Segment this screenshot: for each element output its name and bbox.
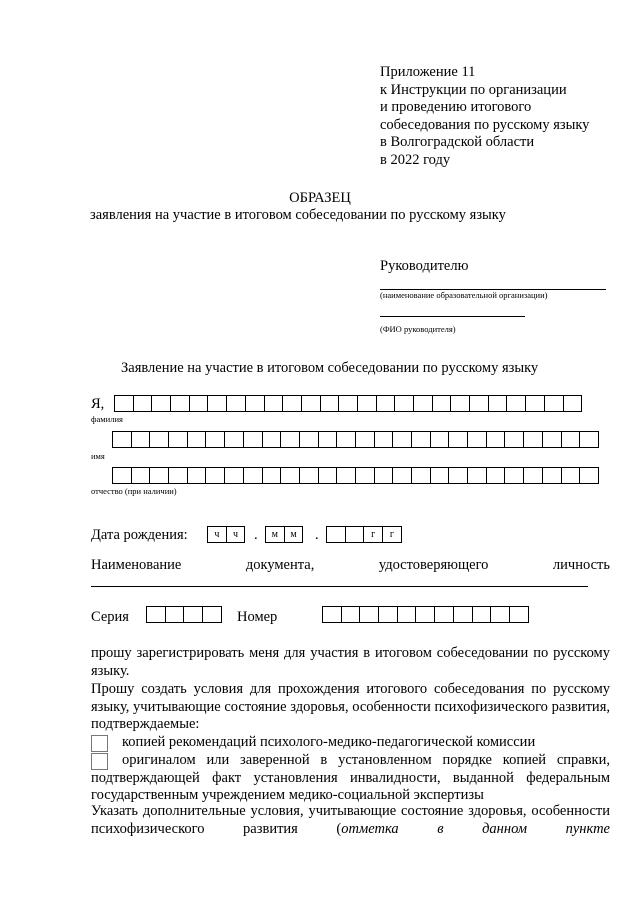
char-cell[interactable] xyxy=(561,467,581,484)
appendix-header xyxy=(380,64,589,170)
header-line: и проведению итогового xyxy=(380,99,532,116)
char-cell[interactable] xyxy=(355,467,375,484)
char-cell[interactable] xyxy=(506,395,526,412)
birth-month-cell[interactable]: м xyxy=(284,526,304,543)
char-cell[interactable] xyxy=(561,431,581,448)
char-cell[interactable] xyxy=(472,606,492,623)
char-cell[interactable] xyxy=(322,606,342,623)
char-cell[interactable] xyxy=(523,431,543,448)
birth-day-boxes[interactable] xyxy=(207,526,245,543)
series-boxes[interactable] xyxy=(146,606,222,623)
char-cell[interactable] xyxy=(467,467,487,484)
char-cell[interactable] xyxy=(486,467,506,484)
char-cell[interactable] xyxy=(432,395,452,412)
char-cell[interactable] xyxy=(299,467,319,484)
char-cell[interactable] xyxy=(359,606,379,623)
option1-checkbox[interactable] xyxy=(91,735,108,752)
char-cell[interactable] xyxy=(504,467,524,484)
char-cell[interactable] xyxy=(448,467,468,484)
extra-conditions-text: Указать дополнительные условия, учитывающие состояние здоровья, особенности психофизического развития ( xyxy=(91,803,610,837)
char-cell[interactable] xyxy=(112,431,132,448)
birth-year-cell[interactable]: г xyxy=(363,526,383,543)
char-cell[interactable] xyxy=(320,395,340,412)
patronymic-caption: отчество (при наличии) xyxy=(91,486,177,496)
char-cell[interactable] xyxy=(112,467,132,484)
char-cell[interactable] xyxy=(341,606,361,623)
char-cell[interactable] xyxy=(434,606,454,623)
header-line: к Инструкции по организации xyxy=(380,81,567,98)
fio-caption: (ФИО руководителя) xyxy=(380,324,456,334)
char-cell[interactable] xyxy=(430,431,450,448)
option2-label: оригиналом или заверенной в установленном порядке копией справки, подтверждающей факт установления инвалидности, выданной федеральным государственным учреждением медико-социальной экспертизы xyxy=(91,752,610,804)
char-cell[interactable] xyxy=(392,467,412,484)
char-cell[interactable] xyxy=(504,431,524,448)
char-cell[interactable] xyxy=(392,431,412,448)
char-cell[interactable] xyxy=(415,606,435,623)
char-cell[interactable] xyxy=(207,395,227,412)
char-cell[interactable] xyxy=(525,395,545,412)
char-cell[interactable] xyxy=(450,395,470,412)
char-cell[interactable] xyxy=(146,606,166,623)
doc-word: документа, xyxy=(245,557,315,573)
conditions-paragraph: Прошу создать условия для прохождения итогового собеседования по русскому языку, учитывающие состояние здоровья, особенности психофизического развития, подтверждаемые: xyxy=(91,681,610,733)
char-cell[interactable] xyxy=(338,395,358,412)
extra-conditions-note: отметка в данном пункте xyxy=(341,820,610,837)
char-cell[interactable] xyxy=(378,606,398,623)
form-title: Заявление на участие в итоговом собеседовании по русскому языку xyxy=(121,360,539,376)
char-cell[interactable] xyxy=(490,606,510,623)
register-paragraph: прошу зарегистрировать меня для участия в итоговом собеседовании по русскому языку. xyxy=(91,645,610,679)
char-cell[interactable] xyxy=(374,431,394,448)
char-cell[interactable] xyxy=(542,431,562,448)
char-cell[interactable] xyxy=(187,467,207,484)
char-cell[interactable] xyxy=(374,467,394,484)
sample-subtitle: заявления на участие в итоговом собеседовании по русскому языку xyxy=(90,207,506,223)
surname-boxes[interactable] xyxy=(114,395,582,412)
series-label: Серия xyxy=(91,609,129,625)
char-cell[interactable] xyxy=(357,395,377,412)
char-cell[interactable] xyxy=(205,431,225,448)
char-cell[interactable] xyxy=(183,606,203,623)
number-label: Номер xyxy=(237,609,278,625)
char-cell[interactable] xyxy=(133,395,153,412)
char-cell[interactable] xyxy=(336,467,356,484)
addressee-label: Руководителю xyxy=(380,258,469,274)
option1-label: копией рекомендаций психолого-медико-педагогической комиссии xyxy=(122,734,536,750)
header-line: Приложение 11 xyxy=(380,64,476,80)
birth-month-boxes[interactable] xyxy=(265,526,303,543)
char-cell[interactable] xyxy=(394,395,414,412)
char-cell[interactable] xyxy=(509,606,529,623)
char-cell[interactable] xyxy=(226,395,246,412)
char-cell[interactable] xyxy=(282,395,302,412)
char-cell[interactable] xyxy=(355,431,375,448)
char-cell[interactable] xyxy=(151,395,171,412)
char-cell[interactable] xyxy=(243,467,263,484)
char-cell[interactable] xyxy=(413,395,433,412)
name-boxes[interactable] xyxy=(112,431,599,448)
char-cell[interactable] xyxy=(114,395,134,412)
birth-day-cell[interactable]: ч xyxy=(226,526,246,543)
char-cell[interactable] xyxy=(430,467,450,484)
char-cell[interactable] xyxy=(579,467,599,484)
char-cell[interactable] xyxy=(563,395,583,412)
birth-year-boxes[interactable] xyxy=(326,526,402,543)
char-cell[interactable] xyxy=(280,431,300,448)
char-cell[interactable] xyxy=(262,467,282,484)
char-cell[interactable] xyxy=(165,606,185,623)
char-cell[interactable] xyxy=(299,431,319,448)
extra-conditions-paragraph xyxy=(91,803,610,838)
char-cell[interactable] xyxy=(301,395,321,412)
doc-word: Наименование xyxy=(91,557,182,573)
char-cell[interactable] xyxy=(262,431,282,448)
char-cell[interactable] xyxy=(411,467,431,484)
char-cell[interactable] xyxy=(149,467,169,484)
date-separator: . xyxy=(254,527,258,543)
char-cell[interactable] xyxy=(486,431,506,448)
surname-caption: фамилия xyxy=(91,414,123,424)
char-cell[interactable] xyxy=(469,395,489,412)
char-cell[interactable] xyxy=(280,467,300,484)
birth-label: Дата рождения: xyxy=(91,527,188,543)
char-cell[interactable] xyxy=(224,431,244,448)
char-cell[interactable] xyxy=(170,395,190,412)
char-cell[interactable] xyxy=(187,431,207,448)
header-line: собеседования по русскому языку xyxy=(380,116,590,133)
char-cell[interactable] xyxy=(542,467,562,484)
header-line: в 2022 году xyxy=(380,151,451,168)
char-cell[interactable] xyxy=(376,395,396,412)
org-caption: (наименование образовательной организации) xyxy=(380,290,548,300)
ya-label: Я, xyxy=(91,396,105,412)
birth-year-cell[interactable]: г xyxy=(382,526,402,543)
char-cell[interactable] xyxy=(149,431,169,448)
char-cell[interactable] xyxy=(131,467,151,484)
birth-day-cell[interactable]: ч xyxy=(207,526,227,543)
char-cell[interactable] xyxy=(467,431,487,448)
char-cell[interactable] xyxy=(448,431,468,448)
char-cell[interactable] xyxy=(488,395,508,412)
fio-line xyxy=(380,316,525,317)
char-cell[interactable] xyxy=(453,606,473,623)
char-cell[interactable] xyxy=(189,395,209,412)
birth-year-cell[interactable] xyxy=(326,526,346,543)
char-cell[interactable] xyxy=(243,431,263,448)
doc-word: удостоверяющего xyxy=(378,557,489,573)
char-cell[interactable] xyxy=(264,395,284,412)
number-boxes[interactable] xyxy=(322,606,529,623)
char-cell[interactable] xyxy=(336,431,356,448)
birth-month-cell[interactable]: м xyxy=(265,526,285,543)
char-cell[interactable] xyxy=(411,431,431,448)
document-line[interactable] xyxy=(91,586,588,587)
char-cell[interactable] xyxy=(245,395,265,412)
doc-word: личность xyxy=(552,557,610,573)
birth-year-cell[interactable] xyxy=(345,526,365,543)
char-cell[interactable] xyxy=(544,395,564,412)
header-line: в Волгоградской области xyxy=(380,134,535,151)
date-separator: . xyxy=(315,527,319,543)
char-cell[interactable] xyxy=(202,606,222,623)
char-cell[interactable] xyxy=(579,431,599,448)
document-label xyxy=(91,557,610,575)
char-cell[interactable] xyxy=(131,431,151,448)
char-cell[interactable] xyxy=(168,431,188,448)
char-cell[interactable] xyxy=(205,467,225,484)
char-cell[interactable] xyxy=(523,467,543,484)
sample-title: ОБРАЗЕЦ xyxy=(289,190,351,206)
char-cell[interactable] xyxy=(168,467,188,484)
char-cell[interactable] xyxy=(224,467,244,484)
name-caption: имя xyxy=(91,451,105,461)
char-cell[interactable] xyxy=(318,431,338,448)
char-cell[interactable] xyxy=(318,467,338,484)
patronymic-boxes[interactable] xyxy=(112,467,599,484)
char-cell[interactable] xyxy=(397,606,417,623)
